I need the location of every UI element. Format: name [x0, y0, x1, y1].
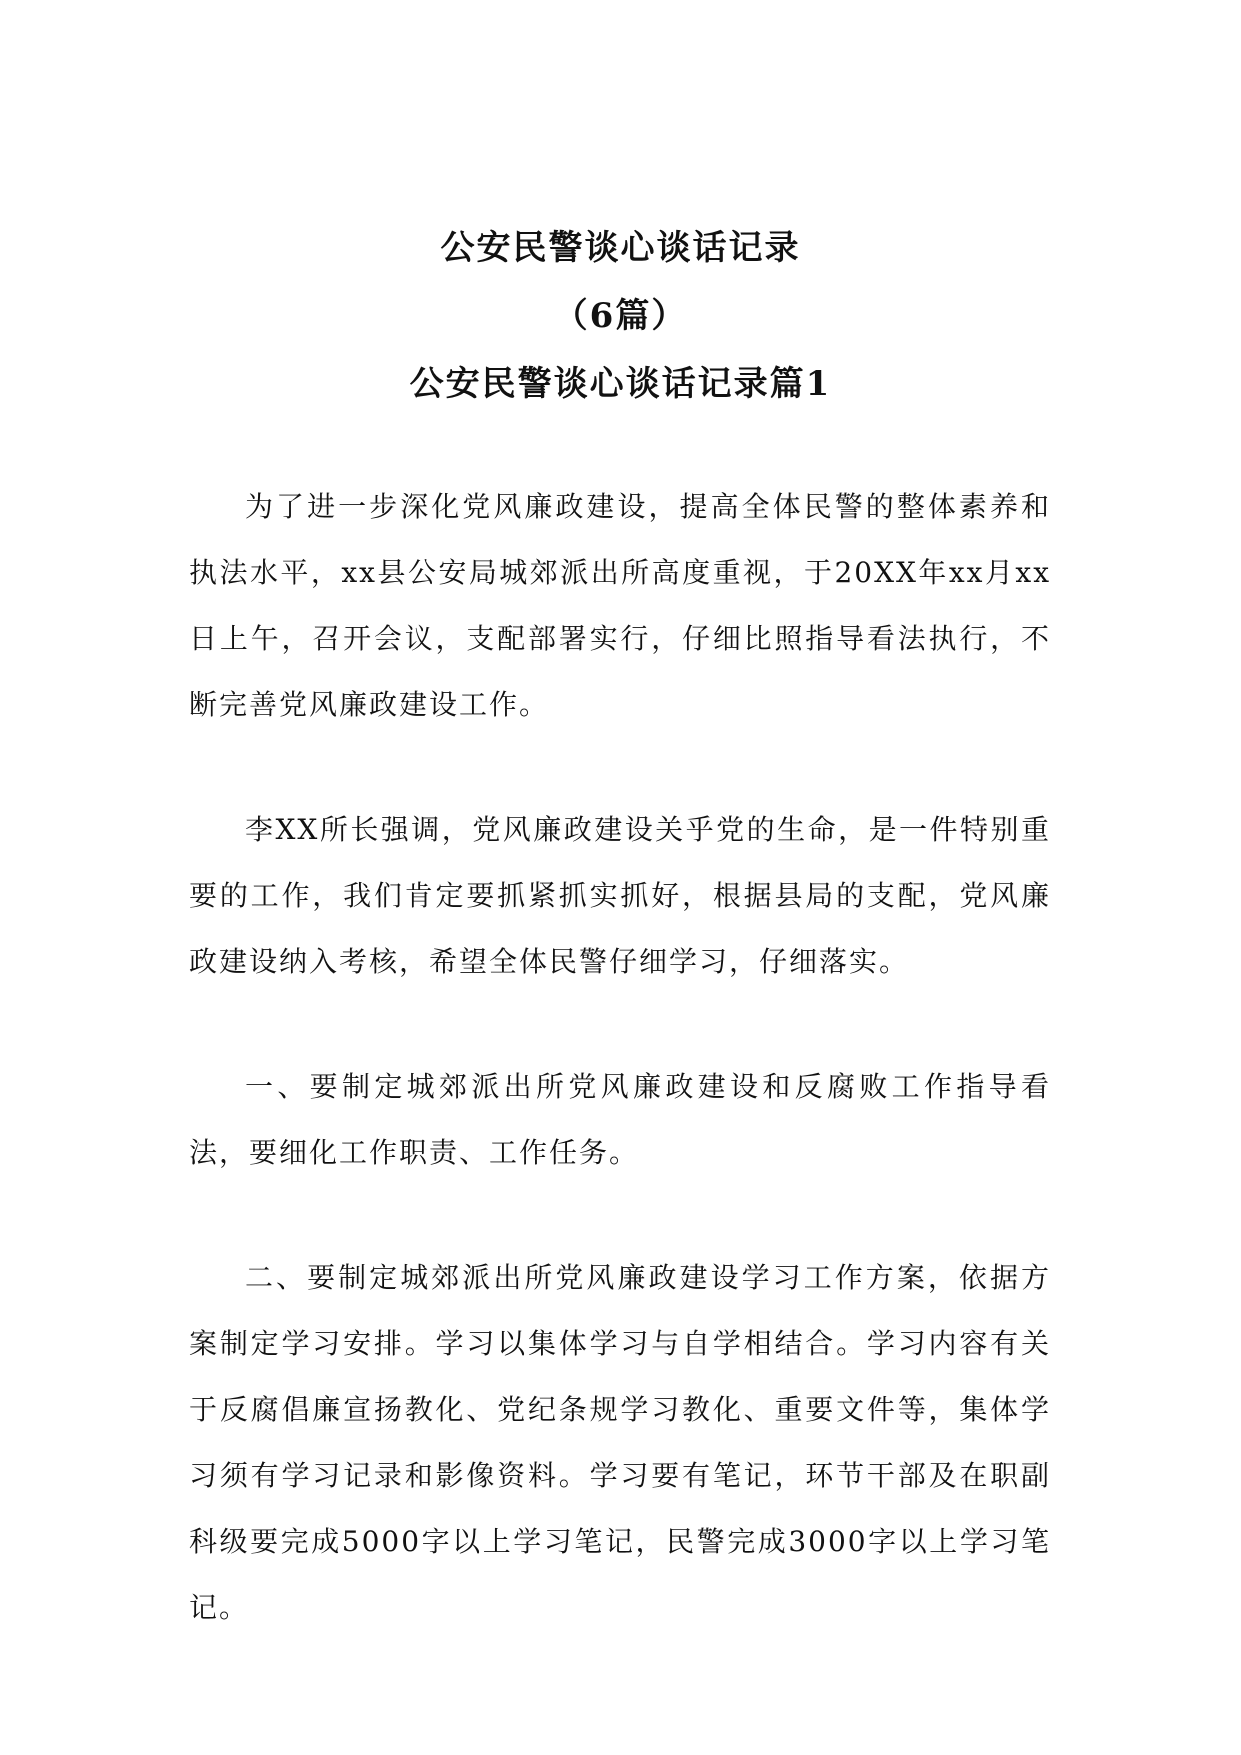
body-paragraph-3: 一、要制定城郊派出所党风廉政建设和反腐败工作指导看法，要细化工作职责、工作任务。 — [189, 1070, 1051, 1169]
document-subtitle: （6篇） — [553, 296, 688, 336]
body-paragraph-2: 李XX所长强调，党风廉政建设关乎党的生命，是一件特别重要的工作，我们肯定要抓紧抓实抓好，根据县局的支配，党风廉政建设纳入考核，希望全体民警仔细学习，仔细落实。 — [189, 813, 1051, 978]
section-heading: 公安民警谈心谈话记录篇1 — [409, 364, 832, 404]
body-paragraph-1: 为了进一步深化党风廉政建设，提高全体民警的整体素养和执法水平，xx县公安局城郊派出所高度重视，于20XX年xx月xx日上午，召开会议，支配部署实行，仔细比照指导看法执行，不断完善党风廉政建设工作。 — [189, 490, 1051, 721]
document-title: 公安民警谈心谈话记录 — [440, 228, 801, 268]
body-paragraph-4: 二、要制定城郊派出所党风廉政建设学习工作方案，依据方案制定学习安排。学习以集体学习与自学相结合。学习内容有关于反腐倡廉宣扬教化、党纪条规学习教化、重要文件等，集体学习须有学习记录和影像资料。学习要有笔记，环节干部及在职副科级要完成5000字以上学习笔记，民警完成3000字以上学习笔记。 — [189, 1261, 1051, 1624]
